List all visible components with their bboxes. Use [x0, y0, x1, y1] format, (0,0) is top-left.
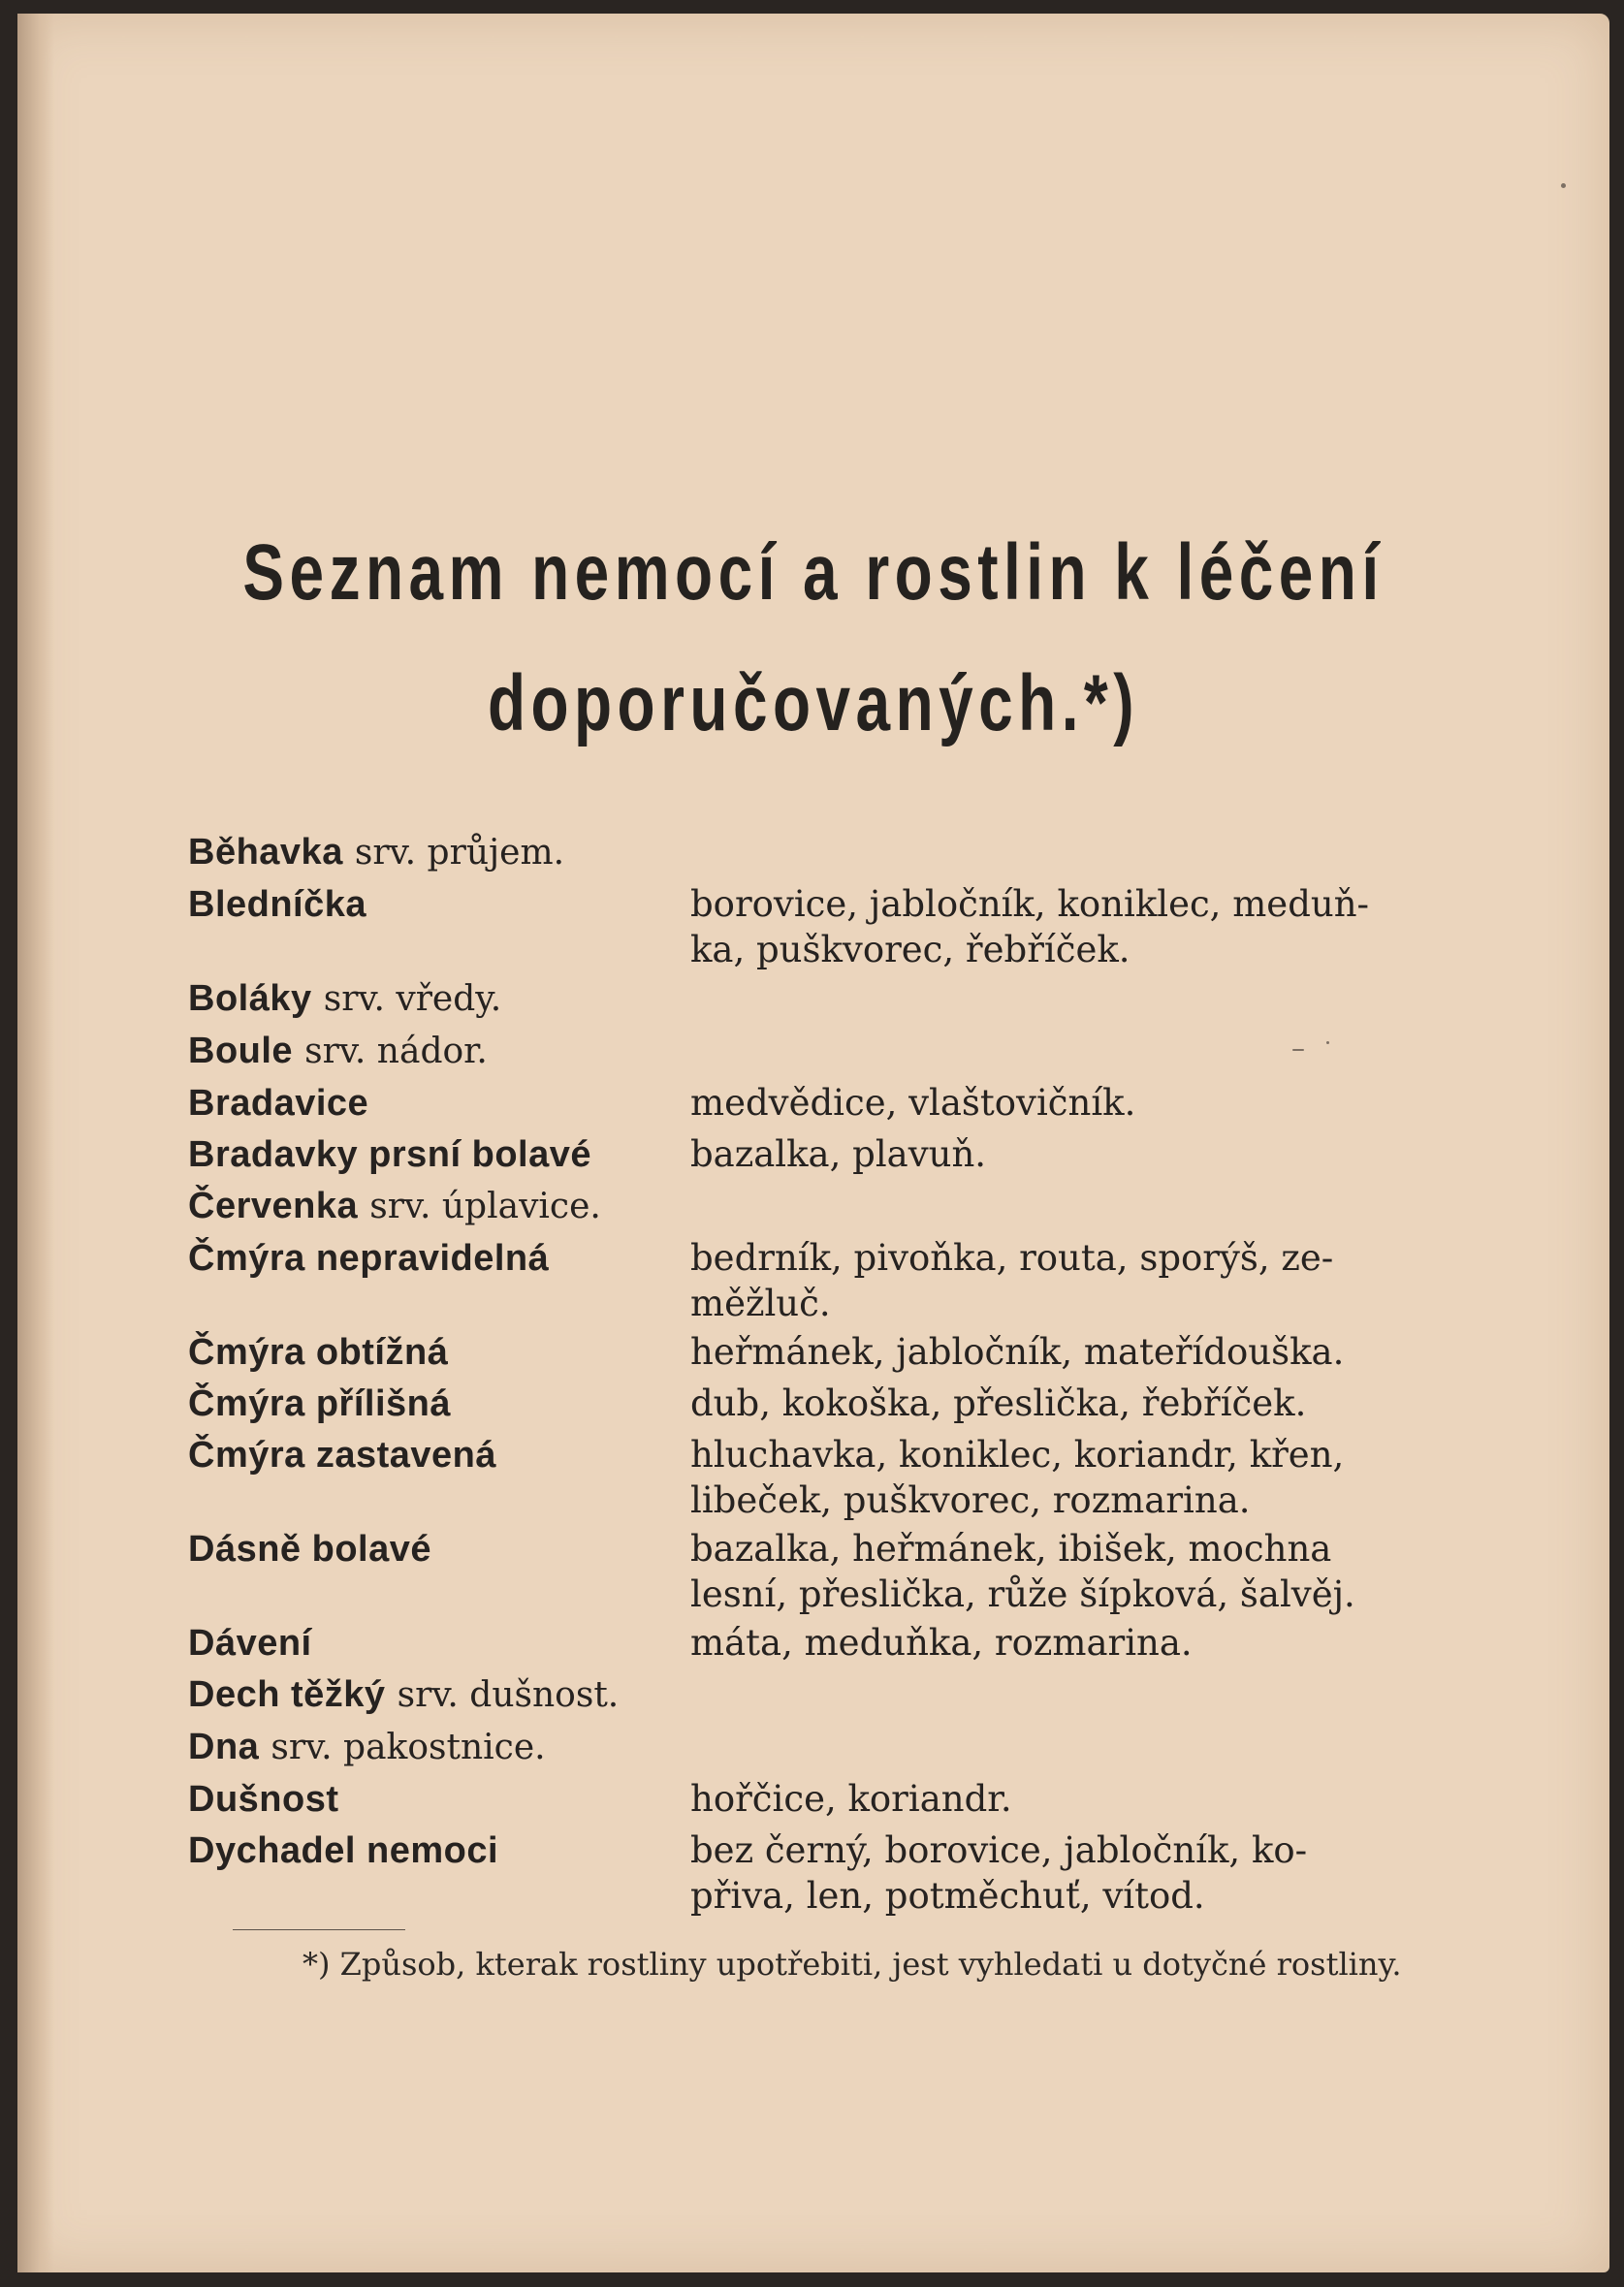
plant-list-line: heřmánek, jabločník, mateřídouška.: [690, 1331, 1345, 1373]
list-item: [188, 1825, 1439, 1919]
entry-disease: [188, 1128, 690, 1180]
entry-disease: [188, 1232, 690, 1284]
entry-plants: [690, 1326, 1439, 1375]
entry-disease: [188, 1617, 690, 1668]
plant-list-line: přiva, len, potměchuť, vítod.: [690, 1875, 1205, 1917]
entry-plants: [690, 826, 1439, 829]
plant-list-line: bazalka, plavuň.: [690, 1133, 987, 1175]
plant-list-line: medvědice, vlaštovičník.: [690, 1082, 1136, 1124]
entry-plants: [690, 1668, 1439, 1671]
entry-disease: [188, 1077, 690, 1128]
cross-reference: srv. úplavice.: [369, 1187, 601, 1226]
list-item: [188, 1773, 1439, 1825]
entry-disease: [188, 1429, 690, 1480]
plant-list-line: bedrník, pivoňka, routa, sporýš, ze-: [690, 1237, 1334, 1279]
entry-disease: [188, 1523, 690, 1574]
entry-disease: [188, 972, 690, 1025]
plant-list-line: ka, puškvorec, řebříček.: [690, 929, 1130, 970]
entry-plants: [690, 972, 1439, 975]
plant-list-line: hořčice, koriandr.: [690, 1778, 1012, 1820]
book-page: [17, 14, 1609, 2272]
cross-reference: srv. pakostnice.: [271, 1728, 546, 1767]
list-item: [188, 1128, 1439, 1180]
entry-plants: [690, 1025, 1439, 1028]
plant-list-line: dub, kokoška, přeslička, řebříček.: [690, 1382, 1307, 1424]
plant-list-line: měžluč.: [690, 1283, 831, 1324]
cross-reference: srv. průjem.: [354, 833, 565, 873]
plant-list-line: libeček, puškvorec, rozmarina.: [690, 1479, 1251, 1521]
entry-disease: [188, 1668, 690, 1721]
list-item: [188, 1523, 1439, 1617]
entry-plants: [690, 1378, 1439, 1426]
disease-term: Čmýra obtížná: [188, 1332, 449, 1373]
disease-term: Dušnost: [188, 1779, 339, 1820]
footnote-rule: [233, 1929, 405, 1930]
entry-plants: [690, 1773, 1439, 1822]
disease-plant-list: [188, 826, 1439, 1919]
disease-term: Dna: [188, 1727, 260, 1767]
disease-term: Čmýra nepravidelná: [188, 1238, 550, 1279]
list-item: [188, 1180, 1439, 1232]
disease-term: Dávení: [188, 1623, 312, 1664]
entry-disease: [188, 1773, 690, 1825]
entry-plants: [690, 1617, 1439, 1666]
entry-plants: [690, 1232, 1439, 1326]
entry-disease: [188, 1825, 690, 1876]
plant-list-line: máta, meduňka, rozmarina.: [690, 1622, 1193, 1664]
entry-plants: [690, 1180, 1439, 1183]
cross-reference: srv. dušnost.: [397, 1675, 620, 1715]
disease-term: Čmýra zastavená: [188, 1435, 497, 1476]
paper-speck: [1561, 183, 1566, 188]
list-item: [188, 1025, 1439, 1077]
paper-speck: [1326, 1041, 1329, 1044]
disease-term: Čmýra přílišná: [188, 1383, 451, 1424]
entry-plants: [690, 1825, 1439, 1919]
entry-plants: [690, 878, 1439, 972]
plant-list-line: lesní, přeslička, růže šípková, šalvěj.: [690, 1573, 1355, 1615]
entry-plants: [690, 1429, 1439, 1523]
plant-list-line: bez černý, borovice, jabločník, ko-: [690, 1829, 1308, 1871]
entry-plants: [690, 1721, 1439, 1724]
list-item: [188, 1326, 1439, 1378]
disease-term: Boule: [188, 1031, 294, 1071]
cross-reference: srv. nádor.: [304, 1032, 488, 1071]
entry-disease: [188, 1180, 690, 1232]
disease-term: Bledníčka: [188, 884, 367, 925]
entry-plants: [690, 1523, 1439, 1617]
page-spine-shadow: [17, 14, 54, 2272]
list-item: [188, 1077, 1439, 1128]
disease-term: Červenka: [188, 1186, 359, 1226]
entry-plants: [690, 1077, 1439, 1126]
list-item: [188, 1232, 1439, 1326]
footnote-marker: *): [303, 1946, 331, 1983]
list-item: [188, 1668, 1439, 1721]
disease-term: Dech těžký: [188, 1674, 386, 1715]
entry-disease: [188, 878, 690, 930]
cross-reference: srv. vředy.: [323, 979, 502, 1019]
entry-disease: [188, 1378, 690, 1429]
paper-speck: [1292, 1049, 1304, 1051]
entry-disease: [188, 1326, 690, 1378]
entry-plants: [690, 1128, 1439, 1177]
plant-list-line: hluchavka, koniklec, koriandr, křen,: [690, 1434, 1345, 1476]
page-title-line-2: doporučovaných.*): [487, 659, 1140, 747]
list-item: [188, 1429, 1439, 1523]
list-item: [188, 826, 1439, 878]
disease-term: Bradavky prsní bolavé: [188, 1134, 592, 1175]
disease-term: Bradavice: [188, 1083, 369, 1124]
footnote: [198, 1943, 1424, 1985]
disease-term: Dásně bolavé: [188, 1529, 431, 1570]
entry-disease: [188, 1025, 690, 1077]
list-item: [188, 972, 1439, 1025]
disease-term: Boláky: [188, 978, 312, 1019]
plant-list-line: borovice, jabločník, koniklec, meduň-: [690, 883, 1370, 925]
page-title-line-1: Seznam nemocí a rostlin k léčení: [242, 528, 1385, 617]
list-item: [188, 1617, 1439, 1668]
entry-disease: [188, 826, 690, 878]
disease-term: Běhavka: [188, 832, 343, 873]
list-item: [188, 1721, 1439, 1773]
entry-disease: [188, 1721, 690, 1773]
list-item: [188, 878, 1439, 972]
plant-list-line: bazalka, heřmánek, ibišek, mochna: [690, 1528, 1332, 1570]
disease-term: Dychadel nemoci: [188, 1830, 499, 1871]
footnote-text: Způsob, kterak rostliny upotřebiti, jest vyhledati u dotyčné rostliny.: [339, 1946, 1402, 1983]
list-item: [188, 1378, 1439, 1429]
